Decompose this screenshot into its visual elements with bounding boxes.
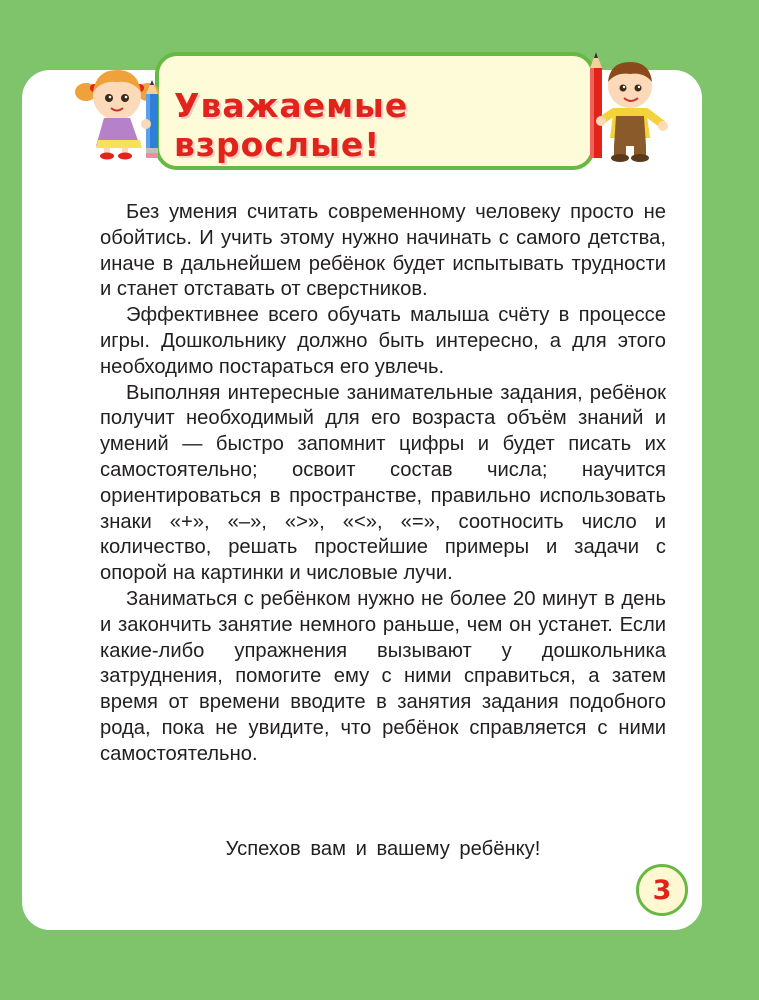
paragraph: Эффективнее всего обучать малыша счёту в процессе игры. Дошкольнику должно быть интересно, а для этого необходимо постараться его увлечь. (100, 304, 666, 378)
paragraph: Без умения считать современному человеку просто не обойтись. И учить этому нужно начинать с самого детства, иначе в дальнейшем ребёнок будет испытывать трудности и станет отставать от сверстников. (100, 201, 666, 301)
closing-line: Успехов вам и вашему ребёнку! (225, 838, 541, 860)
girl-with-pencil-illustration (74, 58, 174, 160)
body-text (100, 200, 666, 768)
page-title: Уважаемые взрослые! (174, 86, 409, 164)
paragraph: Заниматься с ребёнком нужно не более 20 минут в день и закончить занятие немного раньше, чем он устанет. Если какие-либо упражнения вызывают у дошкольника затруднения, помогите ему с ними справиться, а затем время от времени вводите в занятия задания подобного рода, пока не увидите, что ребёнок справляется с ними самостоятельно. (100, 587, 666, 765)
page-number: 3 (636, 864, 688, 916)
boy-with-pencil-illustration (584, 46, 668, 164)
paragraph: Выполняя интересные занимательные задания, ребёнок получит необходимый для его возраста объём знаний и умений — быстро запомнит цифры и будет писать их самостоятельно; освоит состав числа; научится ориентироваться в пространстве, правильно использовать знаки «+», «–», «>», «<», «=», соотносить число и количество, решать простейшие примеры и задачи с опорой на картинки и числовые лучи. (100, 381, 666, 585)
